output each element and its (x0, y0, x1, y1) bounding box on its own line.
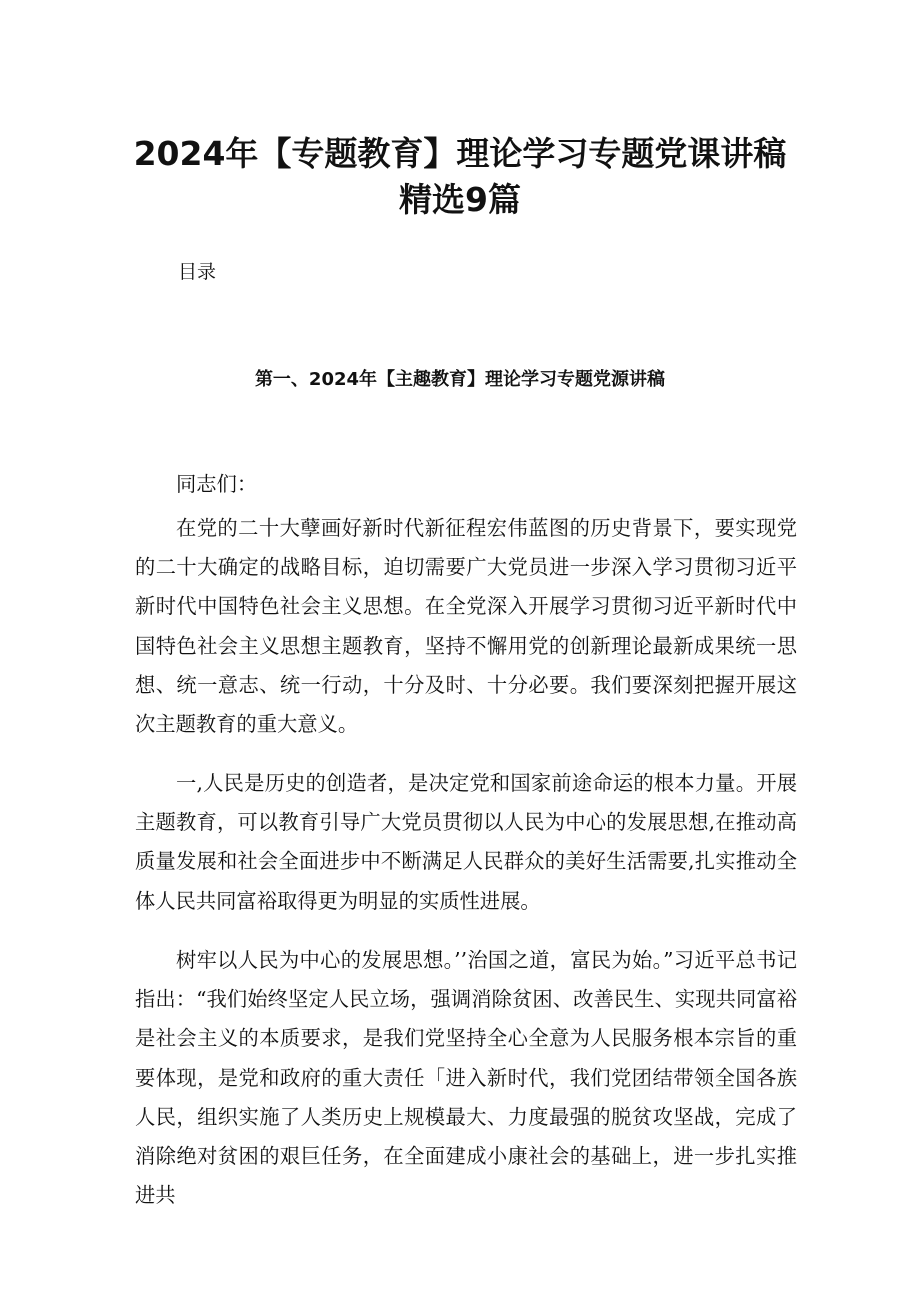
section-heading: 第一、2024年【主趣教育】理论学习专题党源讲稿 (254, 369, 666, 390)
toc-label: 目录 (178, 261, 217, 283)
body-paragraph: 在党的二十大孽画好新时代新征程宏伟蓝图的历史背景下，要实现党的二十大确定的战略目标，迫切需要广大党员进一步深入学习贯彻习近平新时代中国特色社会主义思想。在全党深入开展学习贯彻习近平新时代中国特色社会主义思想主题教育，坚持不懈用党的创新理论最新成果统一思想、统一意志、统一行动，十分及时、十分必要。我们要深刻把握开展这次主题教育的重大意义。 (135, 516, 797, 737)
body-paragraph: 树牢以人民为中心的发展思想。’’治国之道，富民为始。”习近平总书记指出：“我们始终坚定人民立场，强调消除贫困、改善民生、实现共同富裕是社会主义的本质要求，是我们党坚持全心全意为人民服务根本宗旨的重要体现，是党和政府的重大责任「进入新时代，我们党团结带领全国各族人民，组织实施了人类历史上规模最大、力度最强的脱贫攻坚战，完成了消除绝对贫困的艰巨任务，在全面建成小康社会的基础上，进一步扎实推进共 (135, 948, 797, 1208)
document-title: 2024年【专题教育】理论学习专题党课讲稿 (133, 134, 787, 173)
document-title-continued: 精选9篇 (399, 180, 521, 219)
body-paragraph: 一,人民是历史的创造者，是决定党和国家前途命运的根本力量。开展主题教育，可以教育引导广大党员贯彻以人民为中心的发展思想,在推动高质量发展和社会全面进步中不断满足人民群众的美好生活需要,扎实推动全体人民共同富裕取得更为明显的实质性进展。 (135, 771, 797, 913)
salutation: 同志们： (176, 472, 258, 496)
